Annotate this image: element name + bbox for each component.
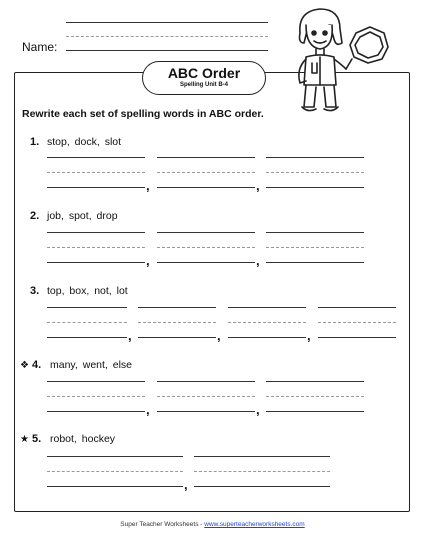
answer-mid-line — [194, 471, 330, 472]
answer-mid-line — [138, 322, 216, 323]
problem-2-words: job, spot, drop — [47, 210, 118, 222]
diamond-icon: ❖ — [20, 360, 29, 371]
answer-top-line — [138, 307, 216, 308]
answer-write-line[interactable] — [228, 337, 306, 338]
page-subtitle: Spelling Unit B-4 — [180, 82, 228, 88]
answer-top-line — [266, 157, 364, 158]
answer-mid-line — [266, 247, 364, 248]
answer-write-line[interactable] — [47, 187, 145, 188]
answer-top-line — [266, 381, 364, 382]
girl-with-magnifying-glass-icon — [290, 3, 390, 115]
problem-1-number: 1. — [30, 136, 40, 148]
answer-mid-line — [157, 396, 255, 397]
answer-mid-line — [266, 396, 364, 397]
answer-top-line — [318, 307, 396, 308]
problem-4-words: many, went, else — [50, 359, 133, 371]
answer-mid-line — [47, 247, 145, 248]
answer-mid-line — [228, 322, 306, 323]
answer-mid-line — [47, 396, 145, 397]
comma: , — [307, 328, 311, 343]
answer-mid-line — [318, 322, 396, 323]
answer-mid-line — [157, 247, 255, 248]
star-icon: ★ — [20, 434, 29, 445]
answer-top-line — [194, 456, 330, 457]
name-label: Name: — [22, 40, 58, 54]
footer — [0, 521, 425, 528]
answer-mid-line — [47, 471, 183, 472]
answer-top-line — [47, 456, 183, 457]
answer-top-line — [47, 157, 145, 158]
title-pill — [142, 61, 266, 95]
comma: , — [146, 402, 150, 417]
answer-write-line[interactable] — [157, 262, 255, 263]
comma: , — [146, 178, 150, 193]
answer-write-line[interactable] — [47, 337, 127, 338]
footer-link[interactable]: www.superteacherworksheets.com — [204, 521, 305, 528]
answer-top-line — [157, 157, 255, 158]
name-mid-dashed-line — [66, 36, 268, 37]
comma: , — [128, 328, 132, 343]
problem-3-words: top, box, not, lot — [47, 285, 128, 297]
comma: , — [256, 253, 260, 268]
problem-4-number: 4. — [32, 359, 42, 371]
answer-write-line[interactable] — [266, 411, 364, 412]
answer-mid-line — [47, 172, 145, 173]
answer-write-line[interactable] — [138, 337, 216, 338]
comma: , — [256, 402, 260, 417]
comma: , — [184, 477, 188, 492]
problem-5-words: robot, hockey — [50, 433, 116, 445]
problem-3-number: 3. — [30, 285, 40, 297]
footer-text: Super Teacher Worksheets - — [120, 521, 205, 528]
answer-top-line — [47, 381, 145, 382]
name-top-line — [66, 22, 268, 23]
comma: , — [217, 328, 221, 343]
name-write-line[interactable] — [66, 50, 268, 51]
answer-top-line — [157, 232, 255, 233]
problem-2-number: 2. — [30, 210, 40, 222]
answer-top-line — [157, 381, 255, 382]
answer-top-line — [228, 307, 306, 308]
answer-mid-line — [47, 322, 127, 323]
answer-mid-line — [157, 172, 255, 173]
instructions-text: Rewrite each set of spelling words in ABC order. — [22, 108, 264, 120]
answer-write-line[interactable] — [194, 486, 330, 487]
answer-write-line[interactable] — [47, 262, 145, 263]
answer-write-line[interactable] — [266, 262, 364, 263]
answer-write-line[interactable] — [47, 411, 145, 412]
comma: , — [146, 253, 150, 268]
comma: , — [256, 178, 260, 193]
answer-write-line[interactable] — [266, 187, 364, 188]
problem-1-words: stop, dock, slot — [47, 136, 122, 148]
answer-top-line — [266, 232, 364, 233]
answer-write-line[interactable] — [47, 486, 183, 487]
answer-write-line[interactable] — [157, 187, 255, 188]
page-title: ABC Order — [167, 65, 241, 81]
answer-write-line[interactable] — [157, 411, 255, 412]
answer-top-line — [47, 307, 127, 308]
answer-top-line — [47, 232, 145, 233]
answer-mid-line — [266, 172, 364, 173]
problem-5-number: 5. — [32, 433, 42, 445]
answer-write-line[interactable] — [318, 337, 396, 338]
